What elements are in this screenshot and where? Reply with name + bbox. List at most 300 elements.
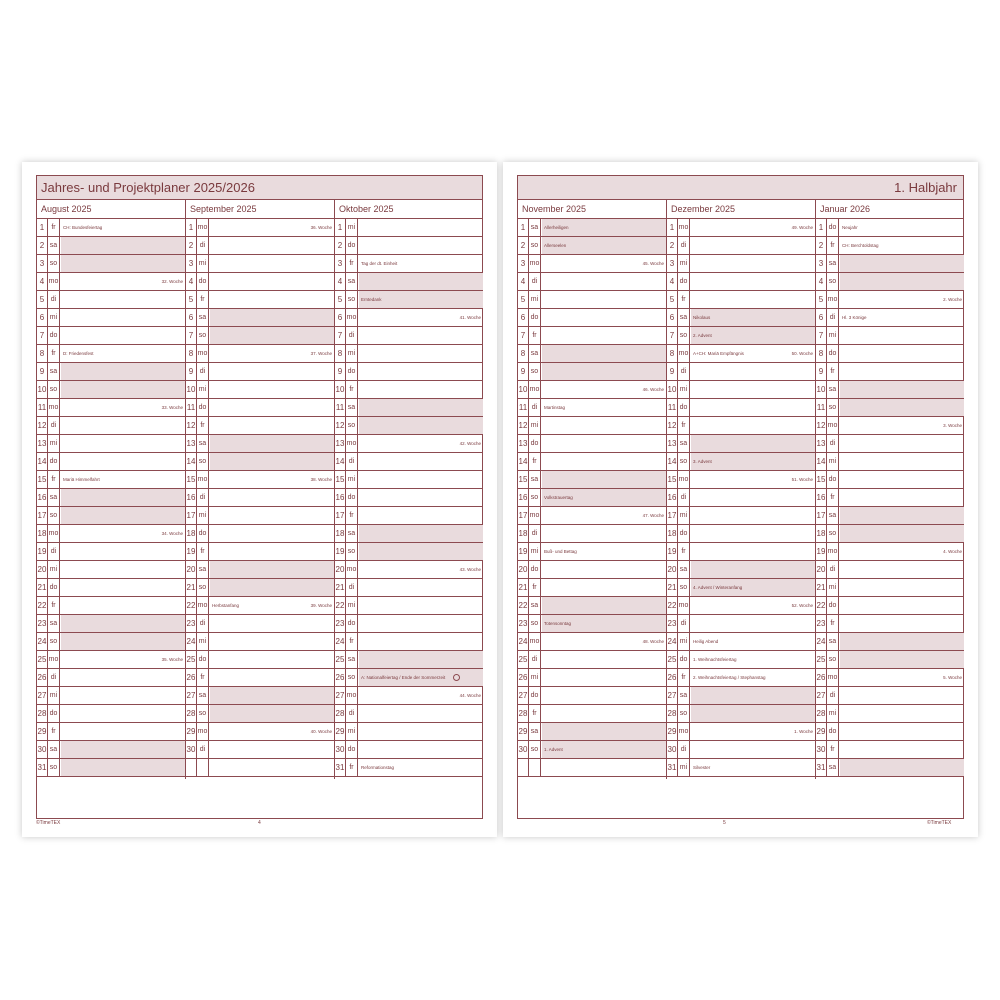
day-row <box>37 309 185 327</box>
day-note-field[interactable] <box>542 417 666 434</box>
day-number: 1 <box>816 219 827 236</box>
day-row <box>335 543 483 561</box>
day-note-field[interactable] <box>840 597 964 614</box>
day-row <box>37 345 185 363</box>
day-number: 2 <box>816 237 827 254</box>
day-note-field[interactable] <box>210 651 334 668</box>
day-note-field[interactable] <box>359 381 483 398</box>
day-note-field[interactable] <box>840 273 964 290</box>
day-note-field[interactable] <box>691 327 815 344</box>
day-note-field[interactable] <box>210 417 334 434</box>
day-note-field[interactable] <box>840 579 964 596</box>
day-note-field[interactable] <box>840 651 964 668</box>
day-number: 21 <box>518 579 529 596</box>
day-note-field[interactable] <box>210 309 334 326</box>
weekday-label: do <box>346 741 358 758</box>
day-note-field[interactable] <box>61 327 185 344</box>
day-note-field[interactable] <box>61 669 185 686</box>
day-note-field[interactable] <box>359 723 483 740</box>
day-note-field[interactable] <box>359 687 483 704</box>
day-row <box>37 651 185 669</box>
day-note-field[interactable] <box>210 237 334 254</box>
day-note-field[interactable] <box>691 723 815 740</box>
day-note-field[interactable] <box>359 741 483 758</box>
day-row <box>518 597 666 615</box>
weekday-label: mi <box>48 309 60 326</box>
week-number-label: 3. Woche <box>943 423 962 428</box>
day-note-field[interactable] <box>691 345 815 362</box>
week-number-label: 4. Woche <box>943 549 962 554</box>
day-note-field[interactable] <box>691 237 815 254</box>
day-note-field[interactable] <box>542 615 666 632</box>
day-number: 11 <box>667 399 678 416</box>
day-note-field[interactable] <box>359 633 483 650</box>
day-number: 10 <box>518 381 529 398</box>
day-row <box>816 381 964 399</box>
day-number: 25 <box>518 651 529 668</box>
day-row <box>37 561 185 579</box>
day-number: 28 <box>667 705 678 722</box>
month-title: September 2025 <box>190 204 257 214</box>
day-note-field[interactable] <box>210 345 334 362</box>
day-row <box>518 237 666 255</box>
day-note-field[interactable] <box>542 525 666 542</box>
weekday-label: mi <box>678 759 690 776</box>
day-note-field[interactable] <box>61 615 185 632</box>
day-note-field[interactable] <box>359 273 483 290</box>
day-number: 1 <box>667 219 678 236</box>
weekday-label: di <box>827 309 839 326</box>
weekday-label: di <box>346 327 358 344</box>
page-header <box>518 176 963 200</box>
weekday-label: do <box>678 399 690 416</box>
weekday-label: so <box>48 381 60 398</box>
day-number: 13 <box>186 435 197 452</box>
weekday-label: mi <box>529 543 541 560</box>
day-note-field[interactable] <box>840 723 964 740</box>
day-note-field[interactable] <box>210 705 334 722</box>
day-note-field[interactable] <box>691 399 815 416</box>
day-number: 26 <box>518 669 529 686</box>
day-note-field[interactable] <box>691 309 815 326</box>
day-note-field[interactable] <box>840 615 964 632</box>
day-row <box>667 741 815 759</box>
day-note-field[interactable] <box>359 705 483 722</box>
day-note-field[interactable] <box>61 345 185 362</box>
day-note-field[interactable] <box>61 543 185 560</box>
day-note-field[interactable] <box>210 219 334 236</box>
holiday-label: Heilig Abend <box>693 639 719 644</box>
weekday-label: sa <box>678 687 690 704</box>
day-note-field[interactable] <box>210 489 334 506</box>
day-note-field[interactable] <box>61 525 185 542</box>
day-note-field[interactable] <box>359 453 483 470</box>
day-note-field[interactable] <box>542 507 666 524</box>
day-number: 7 <box>816 327 827 344</box>
weekday-label: sa <box>346 273 358 290</box>
day-note-field[interactable] <box>359 327 483 344</box>
weekday-label: di <box>197 363 209 380</box>
day-note-field[interactable] <box>840 327 964 344</box>
day-note-field[interactable] <box>61 597 185 614</box>
day-note-field[interactable] <box>359 291 483 308</box>
day-note-field[interactable] <box>840 525 964 542</box>
day-note-field[interactable] <box>210 255 334 272</box>
day-note-field[interactable] <box>210 579 334 596</box>
day-row <box>37 705 185 723</box>
weekday-label: mo <box>48 399 60 416</box>
day-note-field[interactable] <box>359 435 483 452</box>
planner-page-right <box>503 162 978 837</box>
footer-brand: ©TimeTEX <box>927 820 952 826</box>
day-note-field[interactable] <box>359 219 483 236</box>
day-note-field[interactable] <box>210 327 334 344</box>
weekday-label: mi <box>48 687 60 704</box>
weekday-label: so <box>346 669 358 686</box>
day-number: 31 <box>667 759 678 776</box>
day-note-field[interactable] <box>61 561 185 578</box>
day-note-field[interactable] <box>840 435 964 452</box>
day-note-field[interactable] <box>691 633 815 650</box>
day-number: 18 <box>37 525 48 542</box>
day-note-field[interactable] <box>210 453 334 470</box>
day-note-field[interactable] <box>542 381 666 398</box>
weekday-label: do <box>197 525 209 542</box>
day-note-field[interactable] <box>691 579 815 596</box>
day-note-field[interactable] <box>210 597 334 614</box>
day-note-field[interactable] <box>359 489 483 506</box>
weekday-label: mi <box>346 597 358 614</box>
day-note-field[interactable] <box>542 723 666 740</box>
day-note-field[interactable] <box>61 507 185 524</box>
day-note-field[interactable] <box>691 381 815 398</box>
day-note-field[interactable] <box>840 291 964 308</box>
day-row <box>518 381 666 399</box>
day-note-field[interactable] <box>691 219 815 236</box>
day-note-field[interactable] <box>840 705 964 722</box>
day-note-field[interactable] <box>359 759 483 776</box>
day-note-field[interactable] <box>840 309 964 326</box>
day-number: 2 <box>335 237 346 254</box>
day-row <box>816 687 964 705</box>
day-note-field[interactable] <box>359 255 483 272</box>
day-row <box>816 291 964 309</box>
day-note-field[interactable] <box>691 507 815 524</box>
day-note-field[interactable] <box>210 399 334 416</box>
day-note-field[interactable] <box>61 723 185 740</box>
day-note-field[interactable] <box>210 723 334 740</box>
day-note-field[interactable] <box>61 417 185 434</box>
day-note-field[interactable] <box>542 255 666 272</box>
day-row <box>667 543 815 561</box>
holiday-label: CH: Bundesfeiertag <box>63 225 103 230</box>
day-note-field[interactable] <box>210 669 334 686</box>
weekday-label: di <box>197 489 209 506</box>
day-note-field[interactable] <box>61 489 185 506</box>
day-note-field[interactable] <box>840 489 964 506</box>
day-note-field[interactable] <box>61 273 185 290</box>
day-note-field[interactable] <box>359 399 483 416</box>
month-grid <box>518 219 666 777</box>
weekday-label: mo <box>678 219 690 236</box>
day-note-field[interactable] <box>210 687 334 704</box>
day-note-field[interactable] <box>840 237 964 254</box>
day-note-field[interactable] <box>542 651 666 668</box>
weekday-label: mo <box>197 219 209 236</box>
weekday-label: so <box>678 327 690 344</box>
weekday-label: mi <box>678 255 690 272</box>
day-note-field[interactable] <box>691 759 815 776</box>
day-note-field[interactable] <box>691 291 815 308</box>
day-note-field[interactable] <box>210 633 334 650</box>
day-note-field[interactable] <box>542 345 666 362</box>
day-note-field[interactable] <box>359 507 483 524</box>
day-number: 17 <box>37 507 48 524</box>
day-note-field[interactable] <box>61 453 185 470</box>
day-note-field[interactable] <box>359 597 483 614</box>
day-number: 18 <box>518 525 529 542</box>
day-row <box>186 345 334 363</box>
day-note-field[interactable] <box>840 741 964 758</box>
day-note-field[interactable] <box>61 399 185 416</box>
day-row <box>518 327 666 345</box>
day-note-field[interactable] <box>210 759 334 776</box>
day-note-field[interactable] <box>840 471 964 488</box>
weekday-label: sa <box>346 399 358 416</box>
day-note-field[interactable] <box>210 291 334 308</box>
day-note-field[interactable] <box>61 471 185 488</box>
day-note-field[interactable] <box>840 669 964 686</box>
day-note-field[interactable] <box>542 543 666 560</box>
day-note-field[interactable] <box>359 417 483 434</box>
day-note-field[interactable] <box>61 291 185 308</box>
day-note-field[interactable] <box>691 741 815 758</box>
day-note-field[interactable] <box>61 579 185 596</box>
day-note-field[interactable] <box>691 417 815 434</box>
weekday-label: so <box>827 399 839 416</box>
weekday-label: di <box>197 741 209 758</box>
day-row <box>37 273 185 291</box>
holiday-label: Neujahr <box>842 225 858 230</box>
day-note-field[interactable] <box>359 615 483 632</box>
day-note-field[interactable] <box>691 705 815 722</box>
week-number-label: 50. Woche <box>791 351 813 356</box>
day-number: 15 <box>37 471 48 488</box>
week-number-label: 38. Woche <box>310 477 332 482</box>
day-note-field[interactable] <box>542 579 666 596</box>
weekday-label: di <box>346 579 358 596</box>
day-note-field[interactable] <box>61 741 185 758</box>
week-number-label: 52. Woche <box>791 603 813 608</box>
day-note-field[interactable] <box>61 381 185 398</box>
day-note-field[interactable] <box>210 471 334 488</box>
day-number: 20 <box>816 561 827 578</box>
day-number: 4 <box>667 273 678 290</box>
day-number: 14 <box>667 453 678 470</box>
day-number: 24 <box>667 633 678 650</box>
day-note-field[interactable] <box>542 309 666 326</box>
day-note-field[interactable] <box>840 507 964 524</box>
weekday-label: mo <box>529 255 541 272</box>
day-note-field[interactable] <box>691 615 815 632</box>
day-note-field[interactable] <box>61 219 185 236</box>
day-note-field[interactable] <box>542 237 666 254</box>
day-number: 10 <box>335 381 346 398</box>
day-note-field[interactable] <box>542 435 666 452</box>
day-note-field[interactable] <box>542 705 666 722</box>
weekday-label: di <box>48 669 60 686</box>
day-note-field[interactable] <box>359 471 483 488</box>
day-note-field[interactable] <box>210 543 334 560</box>
day-number: 6 <box>186 309 197 326</box>
day-note-field[interactable] <box>691 651 815 668</box>
day-note-field[interactable] <box>542 363 666 380</box>
day-note-field[interactable] <box>61 651 185 668</box>
day-note-field[interactable] <box>359 669 483 686</box>
weekday-label: mo <box>827 417 839 434</box>
weekday-label: di <box>678 237 690 254</box>
day-note-field[interactable] <box>542 633 666 650</box>
day-note-field[interactable] <box>840 759 964 776</box>
day-number: 30 <box>518 741 529 758</box>
day-note-field[interactable] <box>691 255 815 272</box>
day-note-field[interactable] <box>359 363 483 380</box>
weekday-label: mi <box>346 219 358 236</box>
weekday-label: sa <box>197 309 209 326</box>
day-note-field[interactable] <box>691 669 815 686</box>
day-note-field[interactable] <box>359 309 483 326</box>
page-title: Jahres- und Projektplaner 2025/2026 <box>41 180 255 195</box>
holiday-label: Nikolaus <box>693 315 711 320</box>
day-note-field[interactable] <box>61 705 185 722</box>
day-note-field[interactable] <box>840 633 964 650</box>
weekday-label: sa <box>346 525 358 542</box>
day-note-field[interactable] <box>691 363 815 380</box>
day-note-field[interactable] <box>210 741 334 758</box>
weekday-label: mo <box>197 345 209 362</box>
day-note-field[interactable] <box>542 561 666 578</box>
day-note-field[interactable] <box>542 597 666 614</box>
day-row <box>816 309 964 327</box>
day-note-field[interactable] <box>542 687 666 704</box>
day-note-field[interactable] <box>691 561 815 578</box>
day-note-field[interactable] <box>840 399 964 416</box>
week-number-label: 5. Woche <box>943 675 962 680</box>
day-note-field[interactable] <box>840 219 964 236</box>
day-note-field[interactable] <box>61 759 185 776</box>
day-note-field[interactable] <box>542 741 666 758</box>
day-row <box>335 435 483 453</box>
day-note-field[interactable] <box>691 273 815 290</box>
day-note-field[interactable] <box>840 417 964 434</box>
day-note-field[interactable] <box>691 489 815 506</box>
day-note-field[interactable] <box>359 237 483 254</box>
weekday-label: fr <box>678 417 690 434</box>
day-note-field[interactable] <box>691 471 815 488</box>
day-note-field[interactable] <box>61 309 185 326</box>
day-note-field[interactable] <box>61 633 185 650</box>
day-note-field[interactable] <box>542 669 666 686</box>
month-grid <box>37 219 185 777</box>
day-note-field[interactable] <box>691 543 815 560</box>
day-note-field[interactable] <box>542 489 666 506</box>
weekday-label: sa <box>529 471 541 488</box>
day-number: 29 <box>667 723 678 740</box>
day-note-field[interactable] <box>840 543 964 560</box>
day-note-field[interactable] <box>542 291 666 308</box>
day-note-field[interactable] <box>210 561 334 578</box>
day-note-field[interactable] <box>61 435 185 452</box>
day-row <box>335 651 483 669</box>
weekday-label: fr <box>678 291 690 308</box>
day-note-field[interactable] <box>542 273 666 290</box>
day-note-field[interactable] <box>359 561 483 578</box>
day-note-field[interactable] <box>691 687 815 704</box>
day-note-field[interactable] <box>691 525 815 542</box>
day-note-field[interactable] <box>542 219 666 236</box>
clock-icon <box>453 674 460 681</box>
day-row <box>816 669 964 687</box>
day-note-field[interactable] <box>691 453 815 470</box>
weekday-label: fr <box>346 381 358 398</box>
day-note-field[interactable] <box>210 363 334 380</box>
weekday-label: mo <box>346 687 358 704</box>
day-note-field[interactable] <box>210 525 334 542</box>
weekday-label: so <box>827 273 839 290</box>
day-note-field[interactable] <box>542 327 666 344</box>
day-note-field[interactable] <box>542 399 666 416</box>
day-number: 16 <box>816 489 827 506</box>
day-note-field[interactable] <box>210 615 334 632</box>
day-note-field[interactable] <box>691 435 815 452</box>
day-note-field[interactable] <box>210 381 334 398</box>
day-number: 31 <box>37 759 48 776</box>
day-note-field[interactable] <box>840 687 964 704</box>
day-note-field[interactable] <box>359 345 483 362</box>
weekday-label: do <box>346 363 358 380</box>
day-note-field[interactable] <box>359 525 483 542</box>
day-note-field[interactable] <box>359 651 483 668</box>
day-note-field[interactable] <box>359 543 483 560</box>
day-note-field[interactable] <box>840 363 964 380</box>
day-note-field[interactable] <box>61 237 185 254</box>
day-note-field[interactable] <box>542 471 666 488</box>
day-note-field[interactable] <box>840 381 964 398</box>
day-note-field[interactable] <box>210 435 334 452</box>
day-note-field[interactable] <box>840 561 964 578</box>
day-note-field[interactable] <box>840 255 964 272</box>
day-note-field[interactable] <box>542 759 666 776</box>
day-note-field[interactable] <box>61 687 185 704</box>
day-row <box>518 471 666 489</box>
day-row <box>37 417 185 435</box>
day-note-field[interactable] <box>840 453 964 470</box>
day-note-field[interactable] <box>210 507 334 524</box>
day-note-field[interactable] <box>61 255 185 272</box>
weekday-label: sa <box>197 435 209 452</box>
day-note-field[interactable] <box>210 273 334 290</box>
day-row <box>518 273 666 291</box>
day-note-field[interactable] <box>840 345 964 362</box>
weekday-label: so <box>678 705 690 722</box>
day-row <box>335 615 483 633</box>
day-note-field[interactable] <box>61 363 185 380</box>
day-note-field[interactable] <box>359 579 483 596</box>
weekday-label: do <box>678 525 690 542</box>
day-note-field[interactable] <box>691 597 815 614</box>
weekday-label: sa <box>827 255 839 272</box>
day-note-field[interactable] <box>542 453 666 470</box>
